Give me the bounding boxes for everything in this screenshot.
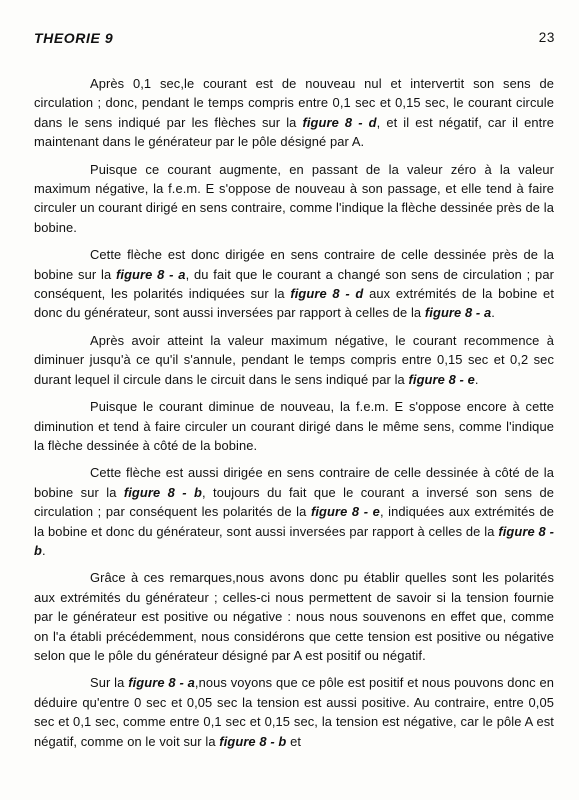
text-run: Cette flèche est donc dirigée en sens contraire de celle dessinée près de la bobine sur la <box>34 247 554 282</box>
text-run: . <box>474 371 479 387</box>
page-header <box>34 30 555 52</box>
text-run: aux extrémités de la bobine et donc du générateur, sont aussi inversées par rapport à celles de la <box>34 286 554 321</box>
text-run: . <box>491 305 495 321</box>
text-run: ,nous voyons que ce pôle est positif et nous pouvons donc en déduire qu'entre 0 sec et 0,05 sec la tension est aussi positive. Au contraire, entre 0,05 sec et 0,1 sec, comme entre 0,1 sec et 0,15 sec, la tension est négative, car le pôle A est négatif, comme on le voit sur la <box>34 675 554 749</box>
paragraph <box>34 245 554 323</box>
body-text <box>34 74 554 751</box>
paragraph <box>34 74 554 152</box>
text-run: Après 0,1 sec,le courant est de nouveau nul et intervertit son sens de circulation ; donc, pendant le temps compris entre 0,1 sec et 0,15 sec, le courant circule dans le sens indiqué par les flèches sur la <box>34 76 554 130</box>
text-run: , et il est négatif, car il entre maintenant dans le générateur par le pôle désigné par A. <box>34 114 554 150</box>
text-run: Puisque le courant diminue de nouveau, la f.e.m. E s'oppose encore à cette diminution et tend à faire circuler un courant dirigé dans le même sens, comme l'indique la flèche dessinée à côté de la bobine. <box>34 399 554 453</box>
text-run: et <box>286 733 302 749</box>
figure-reference: figure 8 - e <box>310 504 380 520</box>
figure-reference: figure 8 - b <box>34 523 554 558</box>
chapter-title: THEORIE 9 <box>34 30 114 46</box>
text-run: Après avoir atteint la valeur maximum négative, le courant recommence à diminuer jusqu'à ce qu'il s'annule, pendant le temps compris entre 0,15 sec et 0,2 sec durant lequel il circule dans le circuit dans le sens indiqué par la <box>34 332 554 387</box>
paragraph <box>34 568 554 665</box>
paragraph <box>34 463 554 560</box>
paragraph <box>34 673 554 751</box>
text-run: , du fait que le courant a changé son sens de circulation ; par conséquent, les polarités indiquées sur la <box>34 266 554 302</box>
text-run: , toujours du fait que le courant a inversé son sens de circulation ; par conséquent les polarités de la <box>34 484 555 520</box>
text-run: Puisque ce courant augmente, en passant de la valeur zéro à la valeur maximum négative, la f.e.m. E s'oppose de nouveau à son passage, et elle tend à faire circuler un courant dirigé en sens contraire, comme l'indique la flèche dessinée près de la bobine. <box>34 161 554 235</box>
text-run: . <box>41 542 46 558</box>
text-run: Sur la <box>90 675 129 691</box>
figure-reference: figure 8 - b <box>123 484 202 500</box>
text-run: Grâce à ces remarques,nous avons donc pu établir quelles sont les polarités aux extrémités du générateur ; celles-ci nous permettent de savoir si la tension fournie par le générateur est positive ou négative : nous nous souvenons en effet que, comme on l'a établi précédemment, nous considérons que cette tension est positive ou négative selon que le pôle du générateur désigné par A est positif ou négatif. <box>34 570 554 663</box>
figure-reference: figure 8 - d <box>290 286 364 302</box>
figure-reference: figure 8 - a <box>116 266 186 282</box>
paragraph <box>34 397 554 455</box>
paragraph <box>34 331 554 389</box>
figure-reference: figure 8 - d <box>302 114 377 130</box>
figure-reference: figure 8 - a <box>128 675 195 691</box>
figure-reference: figure 8 - a <box>424 305 492 321</box>
paragraph <box>34 160 554 238</box>
figure-reference: figure 8 - b <box>219 733 287 749</box>
text-run: , indiquées aux extrémités de la bobine et donc du générateur, sont aussi inversées par rapport à celles de la <box>34 504 554 539</box>
text-run: Cette flèche est aussi dirigée en sens contraire de celle dessinée à côté de la bobine sur la <box>34 465 554 500</box>
page-number: 23 <box>538 30 555 45</box>
figure-reference: figure 8 - e <box>408 371 475 387</box>
